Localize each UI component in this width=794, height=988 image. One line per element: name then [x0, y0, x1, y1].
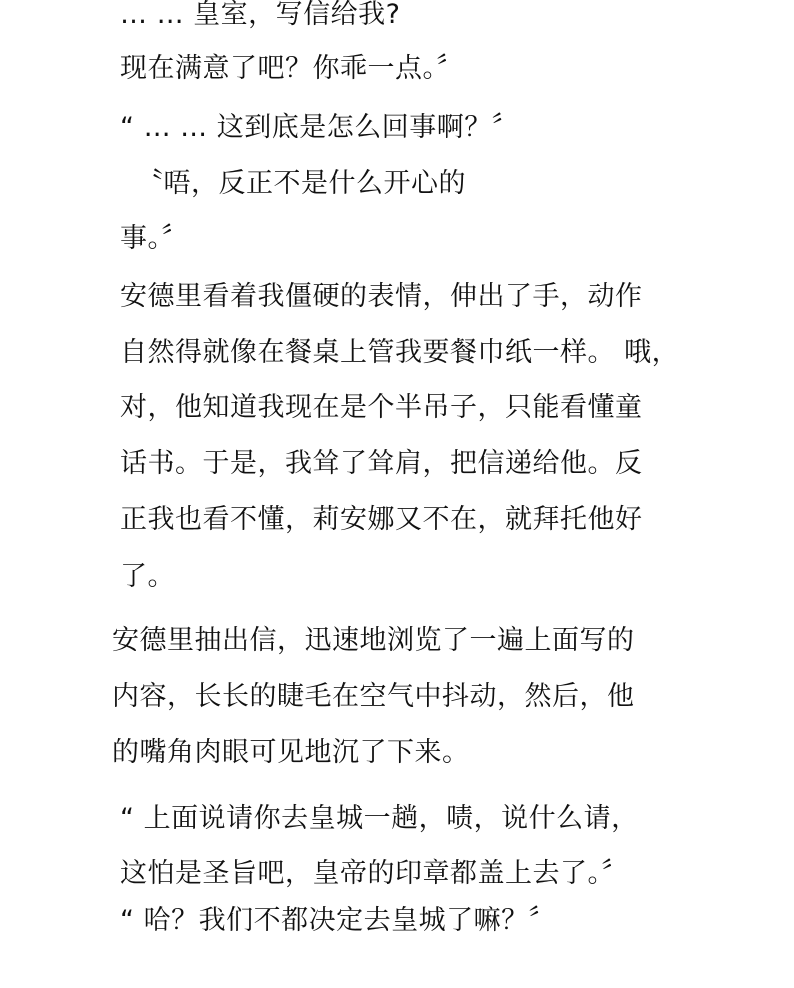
text-line-15: “ 上面说请你去皇城一趟，啧，说什么请，	[120, 803, 639, 834]
text-line-3: “ … … 这到底是怎么回事啊？〞	[120, 112, 520, 143]
text-line-4: 〝唔，反正不是什么开心的	[136, 168, 466, 199]
text-line-14: 的嘴角肉眼可见地沉了下来。	[112, 737, 470, 768]
text-line-12: 安德里抽出信，迅速地浏览了一遍上面写的	[112, 625, 635, 656]
text-line-17: “ 哈？我们不都决定去皇城了嘛？〞	[120, 905, 557, 936]
text-line-16: 这怕是圣旨吧，皇帝的印章都盖上去了。〞	[120, 858, 629, 889]
text-line-5: 事。〞	[120, 223, 189, 254]
text-line-10: 正我也看不懂，莉安娜又不在，就拜托他好	[120, 504, 643, 535]
text-line-6: 安德里看着我僵硬的表情，伸出了手，动作	[120, 281, 643, 312]
text-line-9: 话书。于是，我耸了耸肩，把信递给他。反	[120, 448, 643, 479]
text-line-13: 内容，长长的睫毛在空气中抖动，然后，他	[112, 681, 635, 712]
text-line-7: 自然得就像在餐桌上管我要餐巾纸一样。 哦，	[120, 337, 680, 368]
text-line-1: … … 皇室，写信给我?	[120, 0, 401, 30]
text-line-8: 对，他知道我现在是个半吊子，只能看懂童	[120, 392, 643, 423]
text-line-11: 了。	[120, 561, 175, 592]
text-line-2: 现在满意了吧？你乖一点。〞	[120, 53, 464, 84]
